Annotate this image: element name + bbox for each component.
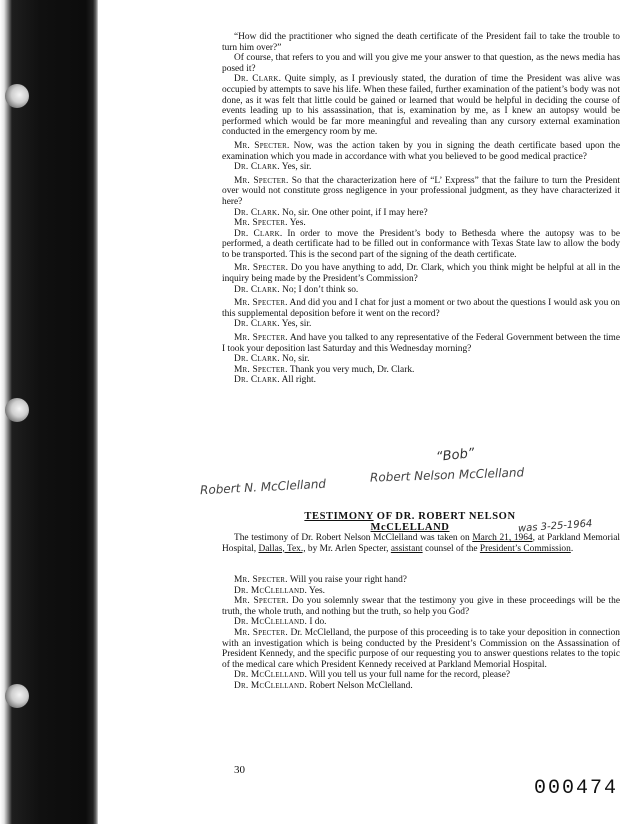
speaker-label: Dr. Clark.: [234, 354, 280, 365]
punch-hole-icon: [5, 84, 29, 108]
paragraph: [222, 533, 620, 554]
speech: In order to move the President’s body to Bethesda where the autopsy was to be performed, a death certificate had to be filled out in conformance with Texas State law to allow the body to be transported. This is the second part of the signing of the death certificate.: [222, 228, 621, 260]
speech: Will you tell us your full name for the record, please?: [307, 670, 511, 681]
speech: No, sir. One other point, if I may here?: [279, 207, 428, 218]
speech: Do you have anything to add, Dr. Clark, which you think might be helpful at all in the inquiry being made by the President’s Commission?: [222, 263, 620, 285]
intro-text: , at Parkland Memorial Hospital,: [222, 533, 620, 554]
speech: Do you solemnly swear that the testimony you give in these proceedings will be the truth, the whole truth, and nothing but the truth, so help you God?: [222, 596, 621, 617]
speaker-label: Mr. Specter.: [234, 140, 290, 151]
speaker-label: Dr. McClelland.: [234, 617, 307, 628]
paragraph: [222, 375, 620, 386]
speech: Now, was the action taken by you in signing the death certificate based upon the examination which you made in accordance with what you believed to be good medical practice?: [222, 140, 620, 162]
paragraph: [222, 218, 620, 229]
deposition-text-block-2: [222, 575, 620, 692]
speaker-label: Dr. Clark.: [234, 74, 282, 85]
speaker-label: Dr. Clark.: [234, 207, 280, 218]
title-part: OF DR. ROBERT NELSON: [373, 511, 516, 522]
paragraph: [222, 681, 620, 692]
deposition-text-block: [222, 32, 620, 386]
paragraph: [222, 365, 620, 376]
intro-place: Dallas, Tex.,: [258, 543, 306, 554]
intro-text: The testimony of Dr. Robert Nelson McClelland was taken on: [234, 533, 473, 543]
intro-date: March 21, 1964: [472, 533, 533, 543]
speech: Quite simply, as I previously stated, the duration of time the President was alive was occupied by attempts to save his life. When these failed, further examination of the patient’s body was not done, as it was felt that little could be gained or learned that would be helpful in deciding the course of events leading up to his assassination, that is, examination by me, as I knew an autopsy would be performed which would be far more meaningful and revealing than any cursory external examination conducted in the emergency room by me.: [222, 74, 621, 138]
paragraph: [222, 141, 620, 162]
intro-text: counsel of the: [422, 543, 480, 554]
speaker-label: Mr. Specter.: [234, 175, 289, 186]
speaker-label: Mr. Specter.: [234, 218, 288, 229]
intro-text: by Mr. Arlen Specter,: [305, 543, 391, 554]
speech: Dr. McClelland, the purpose of this proceeding is to take your deposition in connection with an investigation which is being conducted by the President’s Commission on the Assassination of President Kennedy, and the specific purpose of our requesting you to answer questions relates to the topic of the medical care which President Kennedy received at Parkland Memorial Hospital.: [222, 627, 620, 670]
paragraph: [222, 208, 620, 219]
speaker-label: Mr. Specter.: [234, 364, 288, 375]
punch-hole-icon: [5, 684, 29, 708]
handwritten-name-left: Robert N. McClelland: [199, 476, 327, 498]
speech: Thank you very much, Dr. Clark.: [287, 364, 415, 375]
speaker-label: Dr. Clark.: [234, 228, 283, 239]
paragraph: [222, 354, 620, 365]
paragraph: [222, 628, 620, 670]
speaker-label: Mr. Specter.: [234, 627, 288, 638]
speech: And have you talked to any representative of the Federal Government between the time I took your deposition last Saturday and this Wednesday morning?: [222, 333, 620, 354]
page-number: 30: [234, 764, 245, 776]
intro-text: .: [570, 543, 574, 554]
paragraph: [222, 319, 620, 330]
speaker-label: Dr. Clark.: [234, 375, 280, 386]
title-part: McCLELLAND: [370, 522, 450, 533]
speaker-label: Dr. Clark.: [234, 319, 280, 330]
paragraph: [222, 263, 620, 284]
speaker-label: Dr. McClelland.: [234, 585, 307, 596]
speech: And did you and I chat for just a moment or two about the questions I would ask you on this supplemental deposition before it went on the record?: [222, 298, 620, 319]
paragraph: Of course, that refers to you and will you give me your answer to that question, as the news media has posed it?: [222, 53, 620, 74]
speech: Yes, sir.: [279, 319, 312, 330]
document-number: 000474: [534, 777, 619, 800]
speech: Will you raise your right hand?: [287, 575, 407, 585]
speech: All right.: [279, 375, 316, 386]
paragraph: [222, 285, 620, 296]
paragraph: [222, 74, 620, 138]
testimony-intro: [222, 533, 620, 554]
paragraph: [222, 670, 620, 681]
paragraph: [222, 596, 620, 617]
intro-role: assistant: [390, 543, 423, 554]
paragraph: [222, 229, 620, 261]
speaker-label: Dr. Clark.: [234, 284, 280, 295]
paragraph: [222, 298, 620, 319]
speaker-label: Mr. Specter.: [234, 575, 288, 585]
speaker-label: Dr. Clark.: [234, 162, 280, 173]
intro-commission: President’s Commission: [479, 543, 571, 554]
paragraph: [222, 176, 620, 208]
speaker-label: Mr. Specter.: [234, 333, 288, 344]
handwritten-date: was 3-25-1964: [517, 518, 593, 535]
speech: So that the characterization here of “L’ Express” that the failure to turn the President over would not constitute gross negligence in your professional judgment, as they have characterized it here?: [222, 175, 620, 207]
paragraph: [222, 575, 620, 586]
title-part: TESTIMONY: [304, 511, 374, 522]
speech: Yes.: [307, 585, 325, 596]
speech: No; I don’t think so.: [279, 284, 359, 295]
speech: Yes.: [287, 218, 306, 229]
paragraph: “How did the practitioner who signed the death certificate of the President fail to take the trouble to turn him over?”: [222, 32, 620, 53]
speech: No, sir.: [279, 354, 310, 365]
section-title: [270, 511, 550, 533]
speaker-label: Mr. Specter.: [234, 263, 289, 274]
handwritten-name-right: Robert Nelson McClelland: [369, 465, 525, 485]
punch-hole-icon: [5, 398, 29, 422]
speaker-label: Mr. Specter.: [234, 596, 289, 607]
handwritten-nickname: “Bob”: [435, 446, 476, 465]
paragraph: [222, 586, 620, 597]
speech: Robert Nelson McClelland.: [307, 680, 413, 691]
speaker-label: Dr. McClelland.: [234, 670, 307, 681]
speaker-label: Mr. Specter.: [234, 298, 288, 309]
speaker-label: Dr. McClelland.: [234, 680, 307, 691]
speech: Yes, sir.: [279, 162, 312, 173]
paragraph: [222, 162, 620, 173]
paragraph: [222, 333, 620, 354]
paragraph: [222, 617, 620, 628]
speech: I do.: [307, 617, 327, 628]
